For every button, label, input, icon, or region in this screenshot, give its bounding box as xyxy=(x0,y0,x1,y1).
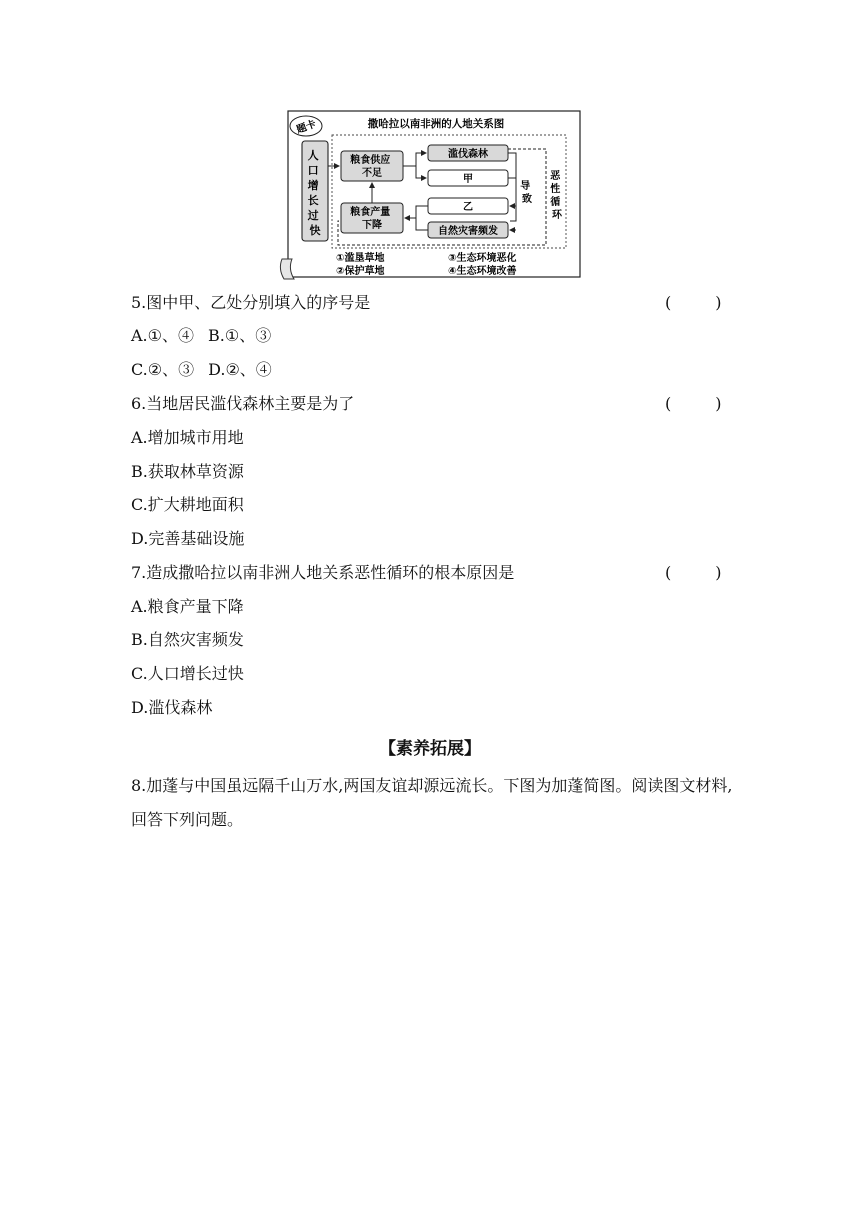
lead-to-label: 导 致 xyxy=(520,181,532,205)
option-5c[interactable]: C.②、③ xyxy=(131,360,195,379)
human-land-relationship-diagram xyxy=(276,109,586,285)
legend-option-3: ③生态环境恶化 xyxy=(448,253,517,264)
yi-box: 乙 xyxy=(463,202,473,213)
option-5b[interactable]: B.①、③ xyxy=(208,326,272,345)
question-6-stem: 6.当地居民滥伐森林主要是为了 xyxy=(131,394,355,413)
option-7b[interactable]: B.自然灾害频发 xyxy=(131,630,244,649)
question-5-options-row-2 xyxy=(131,360,272,380)
legend-option-1: ①滥垦草地 xyxy=(336,253,385,264)
disaster-box: 自然灾害频发 xyxy=(438,226,498,237)
question-5-answer-bracket: ( ) xyxy=(665,293,722,312)
question-5-options-row-1 xyxy=(131,326,271,346)
food-output-box: 粮食产量 下降 xyxy=(350,207,391,231)
option-5d[interactable]: D.②、④ xyxy=(208,360,272,379)
question-7-answer-bracket: ( ) xyxy=(665,563,722,582)
option-6c[interactable]: C.扩大耕地面积 xyxy=(131,495,244,514)
option-7d[interactable]: D.滥伐森林 xyxy=(131,698,213,717)
question-8-text: 8.加蓬与中国虽远隔千山万水,两国友谊却源远流长。下图为加蓬简图。阅读图文材料,回答下列问题。 xyxy=(131,776,733,829)
option-6a[interactable]: A.增加城市用地 xyxy=(131,428,244,447)
option-6d[interactable]: D.完善基础设施 xyxy=(131,529,245,548)
option-7c[interactable]: C.人口增长过快 xyxy=(131,664,244,683)
section-heading: 【素养拓展】 xyxy=(379,739,481,759)
question-7-stem: 7.造成撒哈拉以南非洲人地关系恶性循环的根本原因是 xyxy=(131,563,515,582)
diagram-title: 撒哈拉以南非洲的人地关系图 xyxy=(367,118,505,130)
option-5a[interactable]: A.①、④ xyxy=(131,326,194,345)
food-supply-box: 粮食供应 不足 xyxy=(350,155,391,179)
question-6-answer-bracket: ( ) xyxy=(665,394,722,413)
diagram-tag: 题卡 xyxy=(295,118,318,136)
option-6b[interactable]: B.获取林草资源 xyxy=(131,462,244,481)
vicious-cycle-label: 恶 性 循 环 xyxy=(550,171,562,221)
question-5-stem: 5.图中甲、乙处分别填入的序号是 xyxy=(131,293,371,312)
population-growth-box: 人 口 增 长 过 快 xyxy=(307,149,321,237)
deforestation-box: 滥伐森林 xyxy=(448,149,488,160)
legend-option-4: ④生态环境改善 xyxy=(448,266,517,277)
legend-option-2: ②保护草地 xyxy=(336,266,385,277)
option-7a[interactable]: A.粮食产量下降 xyxy=(131,597,244,616)
jia-box: 甲 xyxy=(463,174,473,185)
diagram-tag-badge xyxy=(290,116,322,136)
